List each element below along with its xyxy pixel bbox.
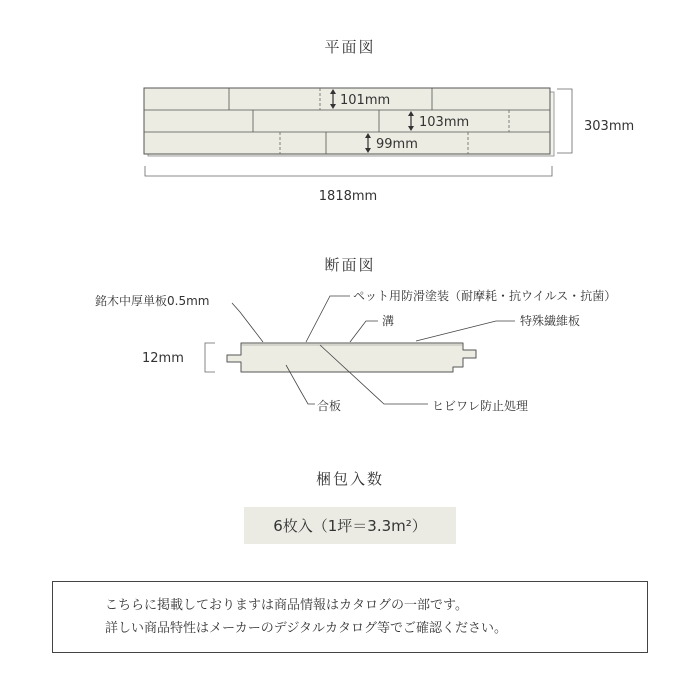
dim-label-12: 12mm <box>142 351 184 366</box>
leader-veneer <box>232 303 263 342</box>
packing-title: 梱包入数 <box>315 470 385 488</box>
label-groove: 溝 <box>382 314 395 328</box>
packing-quantity-box <box>244 507 456 544</box>
leader-coating <box>306 296 350 342</box>
dim-label-103: 103mm <box>419 115 470 130</box>
width-bracket <box>557 89 572 153</box>
dim-label-303: 303mm <box>584 119 635 134</box>
note-line-2: 詳しい商品特性はメーカーのデジタルカタログ等でご確認ください。 <box>105 621 507 636</box>
note-line-1: こちらに掲載しておりますは商品情報はカタログの一部です。 <box>105 598 468 613</box>
section-title: 断面図 <box>324 256 376 274</box>
length-bracket <box>145 166 552 176</box>
section-board-profile <box>227 343 476 372</box>
catalog-note-box <box>52 581 648 653</box>
plan-title: 平面図 <box>324 38 376 56</box>
leader-fiberboard <box>416 321 515 341</box>
label-veneer: 銘木中厚単板0.5mm <box>95 294 210 308</box>
dim-label-99: 99mm <box>376 137 418 152</box>
section-board <box>227 343 476 372</box>
dim-label-1818: 1818mm <box>318 189 378 204</box>
label-crack: ヒビワレ防止処理 <box>432 399 529 413</box>
packing-quantity: 6枚入（1坪＝3.3m²） <box>273 517 427 535</box>
label-coating: ペット用防滑塗装（耐摩耗・抗ウイルス・抗菌） <box>353 289 617 303</box>
thickness-bracket <box>205 343 215 372</box>
label-fiberboard: 特殊繊維板 <box>520 314 581 328</box>
dim-label-101: 101mm <box>340 93 391 108</box>
label-plywood: 合板 <box>317 399 342 413</box>
leader-groove <box>350 321 378 342</box>
